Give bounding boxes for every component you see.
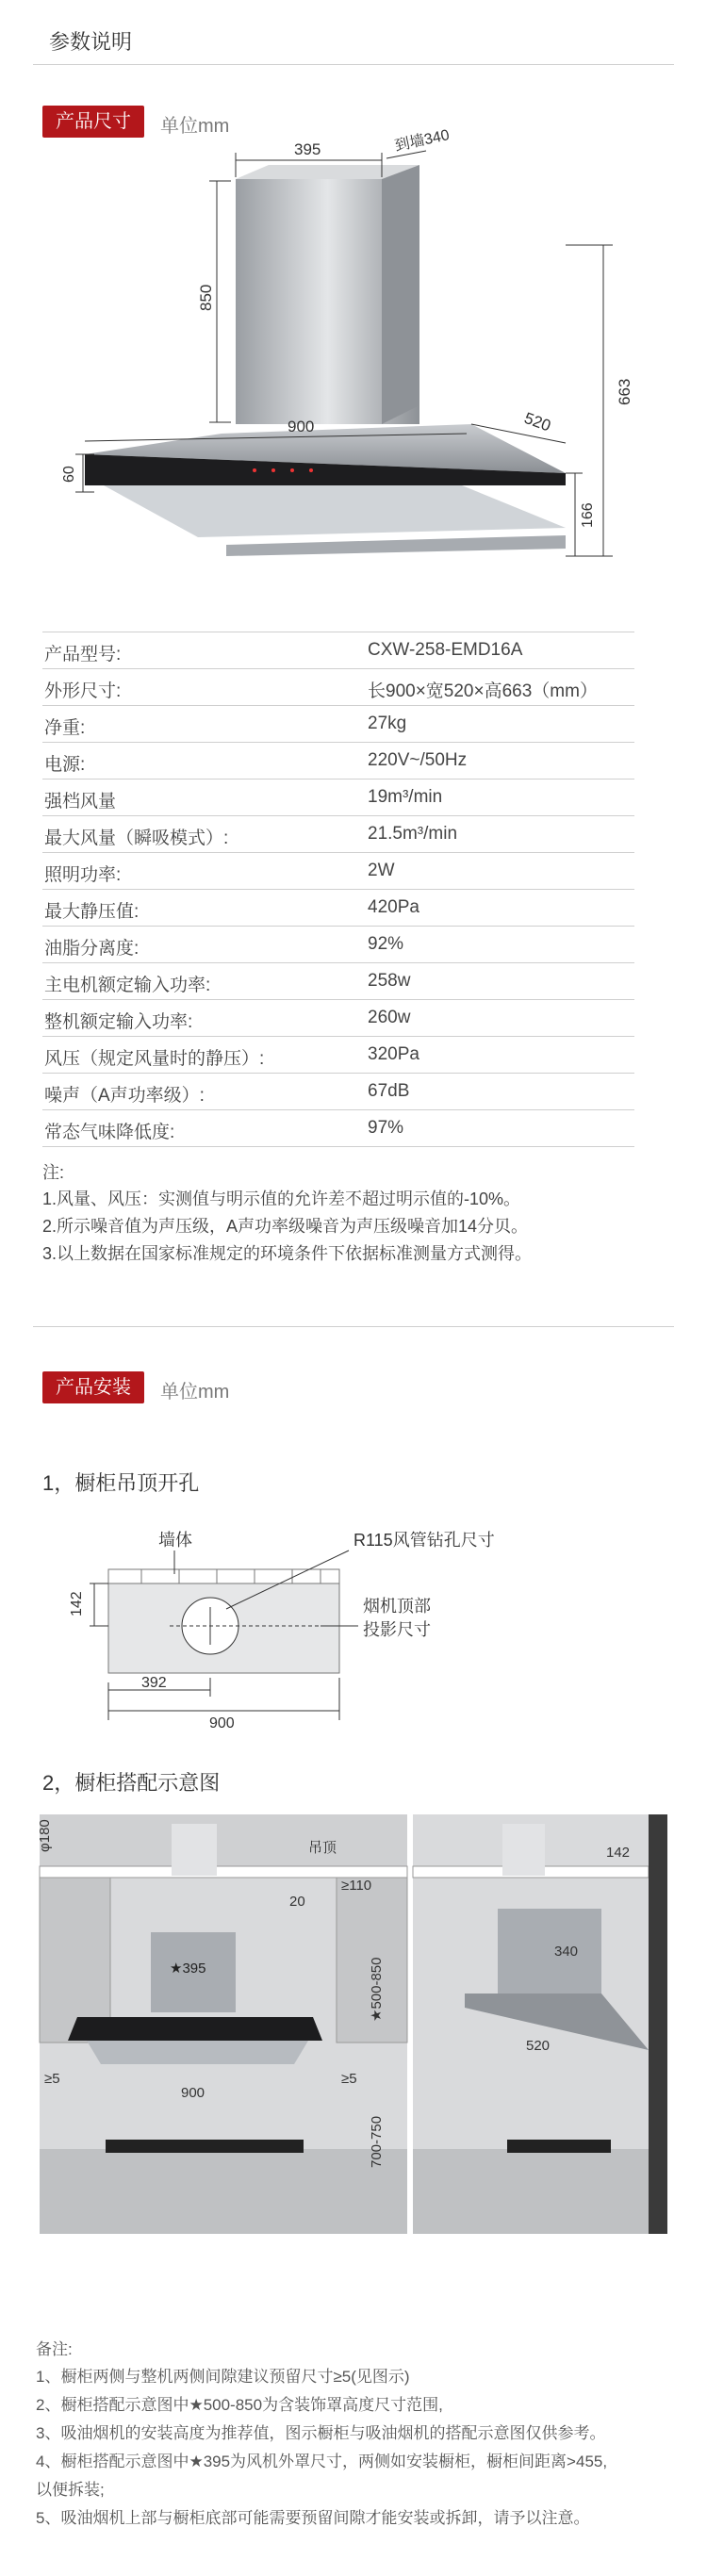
spec-row bbox=[42, 1073, 634, 1110]
spec-label: 外形尺寸: bbox=[44, 681, 122, 701]
spec-value: 长900×宽520×高663（mm） bbox=[368, 681, 598, 701]
projection-label-1: 烟机顶部 bbox=[363, 1597, 431, 1616]
spec-row bbox=[42, 1036, 634, 1074]
projection-label-2: 投影尺寸 bbox=[363, 1620, 431, 1639]
spec-label: 整机额定输入功率: bbox=[44, 1012, 193, 1032]
spec-value: 97% bbox=[368, 1118, 404, 1138]
dim-lower-height: 166 bbox=[580, 502, 596, 528]
installation-side-view bbox=[413, 1814, 667, 2234]
label-ge5-right: ≥5 bbox=[341, 2071, 357, 2087]
dim-body-height: 60 bbox=[61, 466, 77, 483]
spec-value: 260w bbox=[368, 1008, 411, 1027]
spec-label: 常态气味降低度: bbox=[44, 1123, 175, 1142]
spec-value: CXW-258-EMD16A bbox=[368, 640, 523, 660]
spec-row bbox=[42, 852, 634, 890]
spec-value: 27kg bbox=[368, 714, 407, 733]
note-item: 1.风量、风压：实测值与明示值的允许差不超过明示值的-10%。 bbox=[42, 1190, 521, 1208]
spec-value: 220V~/50Hz bbox=[368, 750, 468, 770]
spec-label: 主电机额定输入功率: bbox=[44, 976, 211, 995]
dim-body-width: 900 bbox=[288, 418, 315, 435]
spec-row bbox=[42, 962, 634, 1000]
spec-label: 噪声（A声功率级）: bbox=[44, 1086, 205, 1106]
spec-row bbox=[42, 668, 634, 706]
remarks-title: 备注: bbox=[36, 2340, 73, 2358]
spec-label: 风压（规定风量时的静压）: bbox=[44, 1049, 265, 1069]
dim-392: 392 bbox=[141, 1675, 167, 1691]
dim-chimney-height: 850 bbox=[197, 284, 215, 311]
divider bbox=[33, 64, 674, 65]
spec-label: 最大风量（瞬吸模式）: bbox=[44, 829, 229, 848]
notes-title: 注: bbox=[42, 1163, 65, 1182]
label-star-395: ★395 bbox=[170, 1961, 206, 1977]
page-title: 参数说明 bbox=[49, 30, 133, 54]
spec-row bbox=[42, 889, 634, 927]
spec-row bbox=[42, 1109, 634, 1147]
remark-item: 5、吸油烟机上部与橱柜底部可能需要预留间隙才能安装或拆卸，请予以注意。 bbox=[36, 2509, 590, 2527]
spec-row bbox=[42, 815, 634, 853]
dim-body-depth: 520 bbox=[521, 408, 553, 435]
spec-label: 强档风量 bbox=[44, 792, 117, 812]
step1-title: 1，橱柜吊顶开孔 bbox=[42, 1471, 200, 1495]
label-gap-110: ≥110 bbox=[341, 1878, 372, 1894]
dim-top-width: 395 bbox=[294, 140, 321, 158]
spec-label: 净重: bbox=[44, 718, 86, 738]
note-item: 2.所示噪音值为声压级，A声功率级噪音为声压级噪音加14分贝。 bbox=[42, 1217, 529, 1236]
spec-value: 19m³/min bbox=[368, 787, 443, 807]
dim-142: 142 bbox=[69, 1591, 85, 1616]
label-520: 520 bbox=[526, 2038, 551, 2054]
spec-row bbox=[42, 632, 634, 669]
spec-label: 电源: bbox=[44, 755, 86, 775]
cabinet-hole-diagram bbox=[38, 1522, 537, 1730]
divider bbox=[33, 1326, 674, 1327]
spec-value: 92% bbox=[368, 934, 404, 954]
label-gap-20: 20 bbox=[289, 1894, 305, 1910]
spec-label: 产品型号: bbox=[44, 645, 122, 665]
label-install-height: 700-750 bbox=[369, 2115, 385, 2168]
remark-item: 3、吸油烟机的安装高度为推荐值，图示橱柜与吸油烟机的搭配示意图仅供参考。 bbox=[36, 2424, 606, 2442]
installation-front-view bbox=[37, 1814, 407, 2234]
note-item: 3.以上数据在国家标准规定的环境条件下依据标准测量方式测得。 bbox=[42, 1244, 533, 1263]
label-phi: φ180 bbox=[37, 1819, 53, 1852]
dim-total-height: 663 bbox=[616, 378, 633, 405]
spec-label: 最大静压值: bbox=[44, 902, 140, 922]
spec-row bbox=[42, 999, 634, 1037]
dim-top-depth: 到墙340 bbox=[393, 127, 452, 155]
install-badge: 产品安装 bbox=[42, 1371, 144, 1403]
remark-item: 以便拆装; bbox=[36, 2481, 105, 2499]
step2-title: 2，橱柜搭配示意图 bbox=[42, 1771, 221, 1795]
label-height-range: ★500-850 bbox=[369, 1957, 385, 2022]
range-hood-diagram bbox=[0, 123, 707, 566]
remark-item: 2、橱柜搭配示意图中★500-850为含装饰罩高度尺寸范围, bbox=[36, 2396, 443, 2414]
spec-row bbox=[42, 705, 634, 743]
label-340: 340 bbox=[554, 1944, 579, 1960]
spec-label: 油脂分离度: bbox=[44, 939, 140, 959]
label-ceiling: 吊顶 bbox=[308, 1840, 337, 1856]
size-unit: 单位mm bbox=[160, 116, 230, 137]
spec-row bbox=[42, 742, 634, 779]
spec-value: 21.5m³/min bbox=[368, 824, 458, 844]
spec-row bbox=[42, 926, 634, 963]
install-unit: 单位mm bbox=[160, 1382, 230, 1403]
label-ge5-left: ≥5 bbox=[44, 2071, 60, 2087]
spec-value: 320Pa bbox=[368, 1044, 419, 1064]
remark-item: 1、橱柜两侧与整机两侧间隙建议预留尺寸≥5(见图示) bbox=[36, 2368, 410, 2386]
spec-value: 258w bbox=[368, 971, 411, 991]
spec-value: 420Pa bbox=[368, 897, 419, 917]
dim-900: 900 bbox=[209, 1715, 235, 1731]
spec-label: 照明功率: bbox=[44, 865, 122, 885]
spec-value: 2W bbox=[368, 861, 395, 880]
remark-item: 4、橱柜搭配示意图中★395为风机外罩尺寸，两侧如安装橱柜，橱柜间距离>455, bbox=[36, 2453, 608, 2470]
label-142: 142 bbox=[606, 1845, 631, 1861]
spec-value: 67dB bbox=[368, 1081, 410, 1101]
spec-row bbox=[42, 779, 634, 816]
size-badge: 产品尺寸 bbox=[42, 106, 144, 138]
label-width-900: 900 bbox=[181, 2085, 206, 2101]
hole-label: R115风管钻孔尺寸 bbox=[354, 1531, 495, 1550]
wall-label: 墙体 bbox=[158, 1531, 192, 1550]
